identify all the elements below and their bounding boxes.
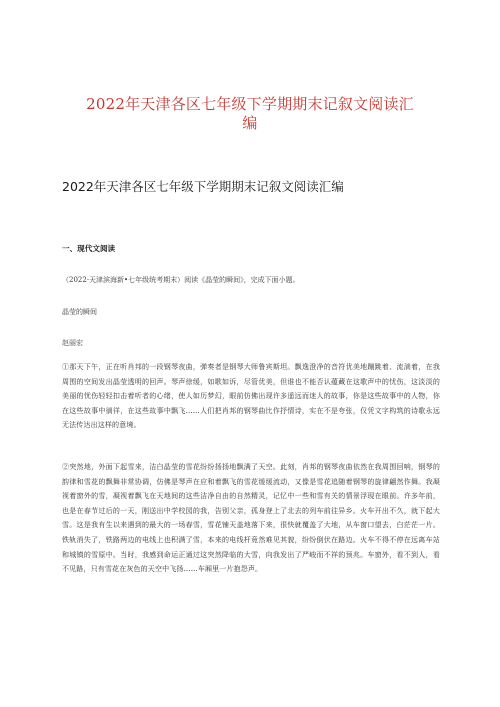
section-heading: 一、现代文阅读	[62, 244, 116, 253]
source-line: （2022·天津滨海新•七年级统考期末）阅读《晶莹的瞬间》，完成下面小题。	[62, 276, 300, 284]
cover-title-line-2: 编	[242, 114, 258, 132]
article-title: 晶莹的瞬间	[62, 308, 97, 316]
document-cover-title	[60, 95, 440, 133]
article-author: 赵丽宏	[62, 339, 83, 347]
paragraph-1: ①那天下午，正在听肖邦的一段钢琴夜曲，弹奏者是钢琴大师鲁宾斯坦。飘逸澄净的音符优美地蹦跳着、流淌着，在我周围的空间发出晶莹透明的回声。琴声徐缓，如歌如诉，尽管优美，但谁也不能否认蕴藏在这歌声中的忧伤，这淡淡的美丽的忧伤轻轻扣击着听者的心绪，使人如历梦幻，眼前仿佛出现许多遥远而迷人的故事，你是这些故事中的人物，你在这些故事中徜徉，在这些故事中飘飞……人们把肖邦的钢琴曲比作抒情诗，实在不是夸张，仅凭文字构筑的诗歌永远无法传达出这样的意境。	[62, 363, 440, 430]
cover-title-line-1: 2022年天津各区七年级下学期期末记叙文阅读汇	[86, 95, 414, 113]
paragraph-2: ②突然地，外面下起雪来，洁白晶莹的雪花纷纷扬扬地飘满了天空。此刻，肖邦的钢琴夜曲依然在我周围回响，钢琴的韵律和雪花的飘舞非常协调，仿佛是琴声在应和着飘飞的雪花缓缓流动，又像是雪花追随着钢琴的旋律翩然作舞。我凝视着窗外的雪，凝视着飘飞在天地间的这些洁净自由的自然精灵，记忆中一些和雪有关的情景浮现在眼前。许多年前，也是在春节过后的一天，刚送出中学校园的我，告别父亲，孤身登上了北去的列车前往异乡。火车开出不久，就下起大雪。这是我有生以来遇到的最大的一场春雪，雪花铺天盖地落下来，很快就覆盖了大地，从车窗口望去，白茫茫一片。铁轨消失了，铁路两边的电线上也积满了雪，本来的电线杆竟然难见其貌，纷纷倒伏在路边。火车不得不停在远离车站和城镇的雪原中。当时，我感到命运正通过这突然降临的大雪，向我发出了严峻而不祥的预兆。车窗外，看不到人，看不见路，只有雪花在灰色的天空中飞扬……车厢里一片抱怨声。	[62, 463, 440, 574]
document-title: 2022年天津各区七年级下学期期末记叙文阅读汇编	[62, 179, 344, 194]
